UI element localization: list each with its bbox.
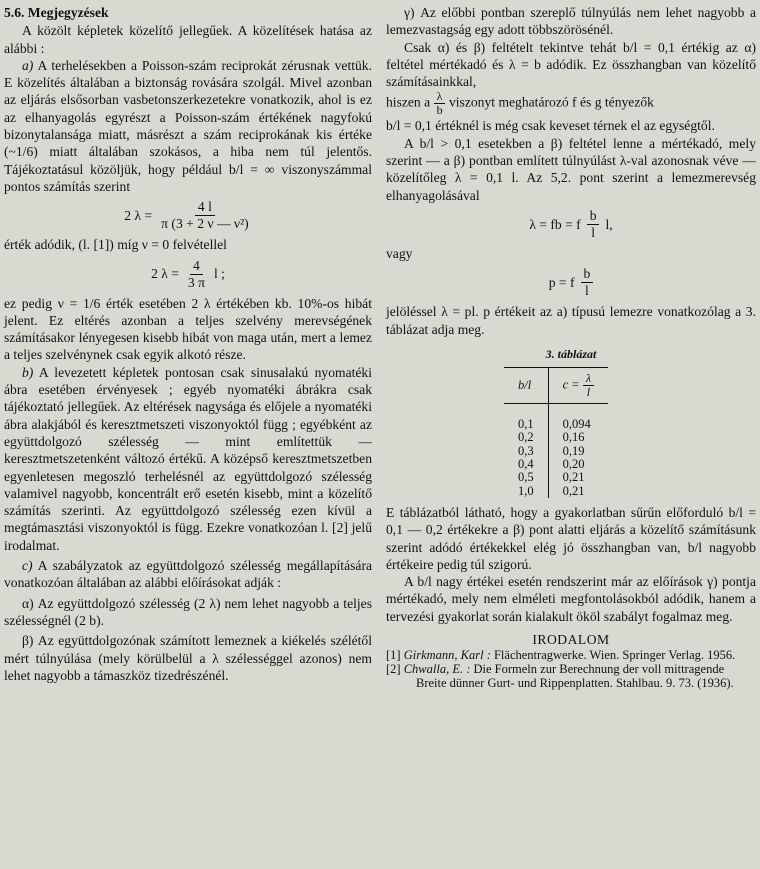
table-header-row [504, 368, 608, 404]
table-cell-c: 0,094 [562, 417, 591, 432]
right-column [386, 4, 756, 690]
paragraph-c-text: A szabályzatok az együttdolgozó szélesség megállapítására vonatkozóan általában az alábbi előírásokat adják : [4, 558, 372, 591]
rule-alpha-text: Az együttdolgozó szélesség (2 λ) nem lehet nagyobb a teljes szélességnél (2 b). [4, 595, 372, 628]
paragraph-1: Csak α) és β) feltételt tekintve tehát b/l = 0,1 értékig az α) feltétel mértékadó és λ = b adódik. Ez összhangban van közelítő számításainkkal, [386, 39, 756, 90]
reference-2 [386, 662, 756, 690]
table-header-c-denominator: l [586, 385, 591, 400]
table-cell-bl: 0,5 [504, 471, 548, 484]
equation-2-rhs: l ; [213, 266, 225, 282]
paragraph-1b-pre: hiszen a [386, 95, 431, 111]
paragraph-a [4, 57, 372, 195]
ratio-denominator: b [436, 103, 443, 118]
equation-4-numerator: b [581, 266, 594, 283]
reference-1 [386, 648, 756, 662]
rule-alpha-label: α) [22, 595, 34, 611]
ratio-fraction [434, 90, 446, 117]
rule-beta-text: Az együttdolgozónak számított lemeznek a kiékelés szélétől mért túlnyúlása (mely körülbelül a λ szélességgel azonos) nem lehet nagyobb a támaszköz tizedrészénél. [4, 633, 372, 683]
table-row [504, 458, 608, 471]
paragraph-4: E táblázatból látható, hogy a gyakorlatban sűrűn előforduló b/l = 0,1 — 0,2 értékekre a β) pont alatti eljárás a közelítő számításunk szerint adódó értékekkel elég jó összhangban van, b/l nagyobb értékeire pedig túl szigorú. [386, 504, 756, 572]
equation-4-fraction [581, 266, 594, 299]
equation-2-fraction [185, 258, 208, 291]
reference-2-text: Die Formeln zur Berechnung der voll mittragende Breite dünner Gurt- und Rippenplatten. Stahlbau. 9. 73. (1936). [416, 662, 734, 691]
equation-2-numerator: 4 [190, 258, 203, 275]
paragraph-c-label: c) [22, 558, 33, 574]
table-header-c-pre: c = [562, 377, 580, 392]
equation-1-lhs: 2 λ = [124, 208, 153, 224]
table-3 [504, 367, 608, 498]
rule-gamma-text: Az előbbi pontban szereplő túlnyúlás nem lehet nagyobb a lemezvastagság egy adott többszörösénél. [386, 5, 756, 38]
literature-heading: IRODALOM [532, 632, 610, 648]
equation-3-numerator: b [587, 208, 600, 225]
ratio-numerator: λ [434, 90, 446, 104]
section-heading [4, 4, 372, 21]
after-equation-1: érték adódik, (l. [1]) míg ν = 0 felvétellel [4, 237, 227, 253]
equation-1-numerator: 4 l [195, 199, 215, 216]
equation-2-denominator: 3 π [187, 274, 205, 290]
equation-3-fraction [587, 208, 600, 241]
paragraph-5: A b/l nagy értékei esetén rendszerint már az előírások γ) pontja mértékadó, mely nem elméleti megfontolásokból adódik, hanem a tervezési gyakorlat során kialakult ököl szabályt fogalmaz meg. [386, 574, 756, 624]
equation-3-denominator: l [591, 224, 595, 240]
paragraph-2: A b/l > 0,1 esetekben a β) feltétel lenne a mértékadó, mely szerint — a β) pontban említett túlnyúlást λ-val azonosnak véve — közelítőleg λ = 0,1 l. Az 5,2. pont szerint a lemezmerevség elhanyagolásával [386, 135, 756, 203]
table-row [504, 431, 608, 444]
equation-2 [4, 258, 372, 291]
table-row [504, 471, 608, 484]
table-header-c-numerator: λ [583, 372, 594, 386]
rule-gamma-label: γ) [404, 5, 415, 20]
table-row [504, 445, 608, 458]
paragraph-a-text: A terhelésekben a Poisson-szám reciprokát zérusnak vettük. E közelítés általában a biztonság rovására szolgál. Mivel azonban az eljárás elsősorban vasbetonszerkezetekre vonatkozik, ahol is ez az elhanyagolás egyrészt a Poisson-szám értékének nagyfokú bizonytalansága miatt, másrészt a szám reciprokának kis értéke (~1/6) miatt általában szokásos, a hiba nem túl jelentős. Tájékoztatásul közöljük, hogy például b/l = ∞ viszonyszámmal pontos számítás szerint [4, 57, 373, 194]
table-row [504, 404, 608, 432]
rule-beta-label: β) [22, 633, 34, 649]
table-cell-c: 0,20 [562, 457, 585, 472]
equation-4-denominator: l [585, 283, 589, 299]
after-equation-2: ez pedig ν = 1/6 érték esetében 2 λ értékében kb. 10%-os hibát jelent. Ez eltérés azonban a teljes szelvény merevségének számításakor lényegesen kisebb hibát von maga után, mert a lemez a teljes szelvénynek csak egyik alkotó része. [4, 295, 372, 363]
equation-4-lhs: p = f [548, 275, 575, 291]
rule-beta [4, 632, 372, 684]
table-title: 3. táblázat [545, 346, 597, 361]
table-header-c-fraction [583, 372, 594, 399]
reference-1-text: Flächentragwerke. Wien. Springer Verlag. 1956. [493, 648, 736, 663]
table-cell-c: 0,21 [562, 483, 585, 498]
reference-2-author: Chwalla, E. : [403, 662, 471, 677]
paragraph-c [4, 557, 372, 592]
table-cell-bl: 1,0 [504, 485, 548, 498]
rule-alpha [4, 595, 372, 630]
section-number: 5.6. [4, 5, 25, 20]
table-cell-bl: 0,2 [504, 431, 548, 444]
paragraph-1b-post: viszonyt meghatározó f és g tényezők [448, 95, 654, 111]
rule-gamma [386, 4, 756, 39]
equation-1 [4, 199, 372, 232]
equation-1-fraction [158, 199, 252, 232]
paragraph-b-text: A levezetett képletek pontosan csak sinusalakú nyomatéki ábra esetében érvényesek ; egyéb nyomatéki ábrákra csak tájékoztató jellegűek. Az eltérések nagysága és előjele a nyomatéki ábra alakjából és keresztmetszeti viszonyoktól függ ; egyébként az együttdolgozó szélesség — mint említettük — keresztmetszetenként változó értékű. A középső keresztmetszetben egyenletesen megoszló terhelésnél az együttdolgozó szélesség valamivel nagyobb, koncentrált erő esetén kisebb, mint a közelítő számítás szerinti. Az együttdolgozó szélesség ezen kívül a megtámasztási viszonyoktól is függ. Ezekre vonatkozóan l. [2] jelű irodalmat. [4, 364, 372, 553]
table-cell-c: 0,21 [562, 470, 585, 485]
paragraph-1b [386, 90, 756, 117]
table-header-bl: b/l [504, 368, 548, 404]
reference-1-number: [1] [386, 648, 401, 663]
paragraph-a-label: a) [22, 57, 34, 73]
reference-1-author: Girkmann, Karl : [403, 648, 491, 663]
table-header-c [548, 368, 608, 404]
paragraph-1c: b/l = 0,1 értéknél is még csak keveset térnek el az egységtől. [386, 118, 715, 134]
paragraph-b [4, 364, 372, 554]
equation-2-lhs: 2 λ = [151, 266, 179, 282]
equation-1-denominator: π (3 + 2 ν — ν²) [161, 216, 249, 232]
table-cell-bl: 0,1 [504, 404, 548, 432]
equation-3 [386, 208, 756, 241]
table-cell-bl: 0,4 [504, 458, 548, 471]
left-column [4, 4, 372, 684]
equation-3-rhs: l, [605, 216, 613, 232]
intro-paragraph: A közölt képletek közelítő jellegűek. A közelítések hatása az alábbi : [4, 23, 372, 56]
paragraph-b-label: b) [22, 364, 34, 380]
equation-3-lhs: λ = fb = f [529, 216, 581, 232]
equation-4 [386, 266, 756, 299]
table-cell-c: 0,19 [562, 443, 585, 458]
paragraph-3: jelöléssel λ = pl. p értékeit az a) típusú lemezre vonatkozólag a 3. táblázat adja meg. [386, 304, 756, 337]
vagy-text: vagy [386, 245, 413, 261]
table-cell-bl: 0,3 [504, 445, 548, 458]
section-title: Megjegyzések [27, 5, 109, 20]
reference-2-number: [2] [386, 662, 401, 677]
table-row [504, 485, 608, 498]
table-cell-c: 0,16 [562, 430, 585, 445]
